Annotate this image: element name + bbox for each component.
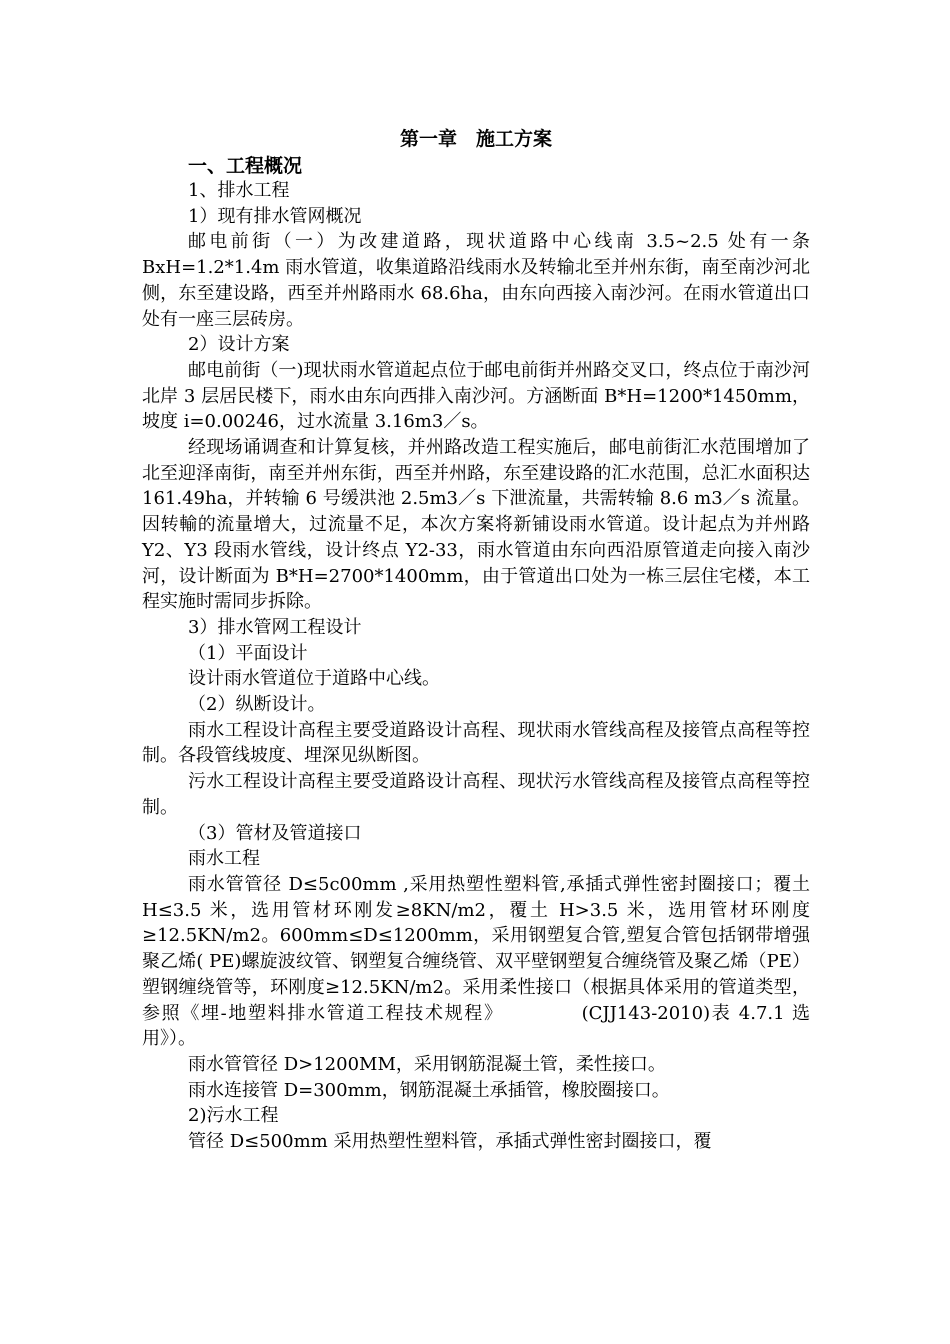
paragraph-rain-pipe-1-tail: (CJJ143-2010)表 4.7.1 选用》）。 [142, 1002, 810, 1050]
heading-profile-design: （2）纵断设计。 [188, 694, 326, 716]
paragraph-design-scheme-1: 邮电前街（一)现状雨水管道起点位于邮电前街并州路交叉口，终点位于南沙河北岸 3 层居民楼下，雨水由东向西排入南沙河。方涵断面 B*H=1200*1450mm，坡度 i=0.00246，过水流量 3.16m3／s。 [142, 359, 810, 433]
paragraph-profile-rain: 雨水工程设计高程主要受道路设计高程、现状雨水管线高程及接管点高程等控制。各段管线坡度、埋深见纵断图。 [142, 719, 810, 767]
paragraph-sewage-pipe: 管径 D≤500mm 采用热塑性塑料管，承插式弹性密封圈接口，覆 [188, 1131, 712, 1153]
paragraph-rain-pipe-1 [142, 872, 810, 1052]
heading-plan-design: （1）平面设计 [188, 642, 308, 664]
heading-network-design: 3）排水管网工程设计 [188, 616, 362, 638]
heading-sewage-works: 2)污水工程 [188, 1105, 279, 1127]
heading-pipe-materials: （3）管材及管道接口 [188, 822, 362, 844]
heading-design-scheme: 2）设计方案 [188, 334, 290, 356]
paragraph-profile-sewage: 污水工程设计高程主要受道路设计高程、现状污水管线高程及接管点高程等控制。 [142, 771, 810, 818]
paragraph-design-scheme-2: 经现场诵调查和计算复核，并州路改造工程实施后，邮电前街汇水范围增加了北至迎泽南街，南至并州东街，西至并州路，东至建设路的汇水范围，总汇水面积达 161.49ha，并转输 6 号缓洪池 2.5m3／s 下泄流量，共需转输 8.6 m3／s 流量。因转輸的流量增大，过流量不足，本次方案将新铺设雨水管道。设计起点为并州路 Y2、Y3 段雨水管线，设计终点 Y2-33，雨水管道由东向西沿原管道走向接入南沙河，设计断面为 B*H=2700*1400mm，由于管道出口处为一栋三层住宅楼，本工程实施时需同步拆除。 [142, 437, 810, 613]
heading-rain-works: 雨水工程 [188, 848, 260, 870]
paragraph-plan-design: 设计雨水管道位于道路中心线。 [188, 668, 440, 690]
document-body [142, 124, 810, 1155]
heading-drainage-works: 1、排水工程 [188, 180, 290, 201]
paragraph-rain-pipe-3: 雨水连接管 D=300mm，钢筋混凝土承插管，橡胶圈接口。 [188, 1079, 670, 1101]
section-heading: 一、工程概况 [188, 155, 303, 177]
chapter-title: 第一章 施工方案 [399, 128, 552, 150]
paragraph-rain-pipe-1-main: 雨水管管径 D≤5c00mm ,采用热塑性塑料管,承插式弹性密封圈接口；覆土 H≤3.5 米，选用管材环刚发≥8KN/m2，覆土 H>3.5 米，选用管材环刚度≥12.5KN/m2。600mm≤D≤1200mm，采用钢塑复合管,塑复合管包括钢带增强聚乙烯( PE)螺旋波纹管、钢塑复合缠绕管、双平壁钢塑复合缠绕管及聚乙烯（PE）塑钢缠绕管等，环刚度≥12.5KN/m2。采用柔性接口（根据具体采用的管道类型，参照《埋-地塑料排水管道工程技术规程》 [142, 873, 810, 1024]
heading-existing-network: 1）现有排水管网概况 [188, 205, 362, 227]
paragraph-existing-network: 邮电前街（一）为改建道路，现状道路中心线南 3.5~2.5 处有一条 BxH=1.2*1.4m 雨水管道，收集道路沿线雨水及转输北至并州东街，南至南沙河北侧，东至建设路，西至并州路雨水 68.6ha，由东向西接入南沙河。在雨水管道出口处有一座三层砖房。 [142, 231, 810, 330]
paragraph-rain-pipe-2: 雨水管管径 D>1200MM，采用钢筋混凝土管，柔性接口。 [188, 1053, 666, 1075]
